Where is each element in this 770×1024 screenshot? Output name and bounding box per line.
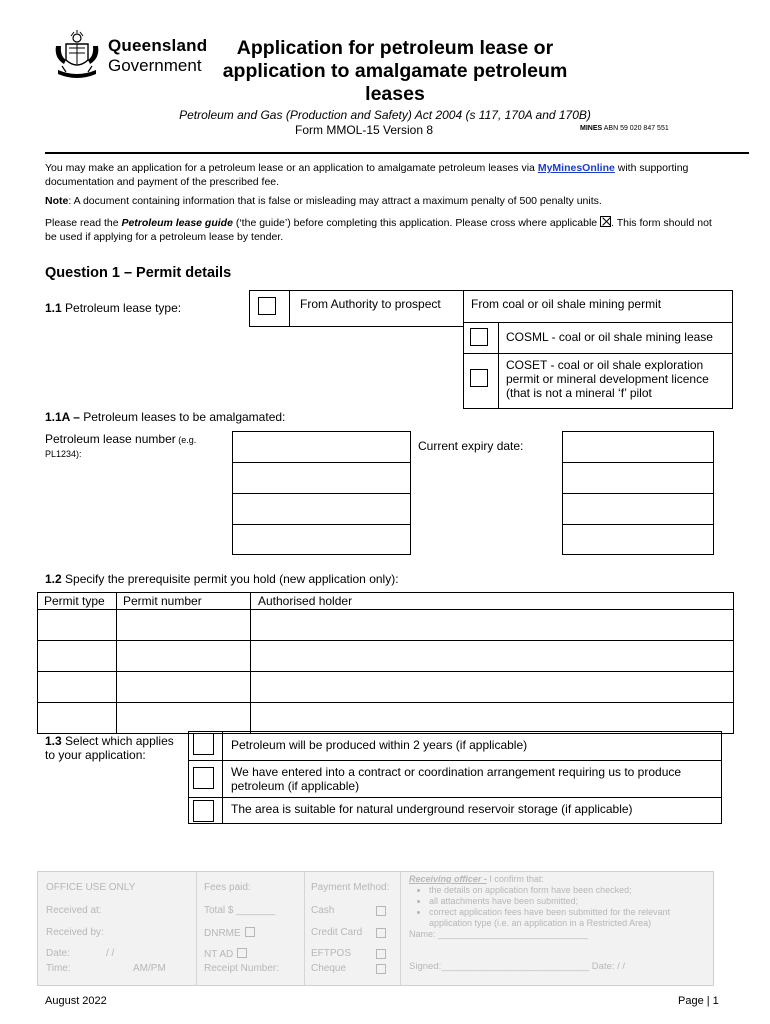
cosml-checkbox[interactable]: [470, 328, 488, 346]
lease-number-input[interactable]: [232, 462, 411, 494]
table-row: [38, 703, 734, 734]
column-header: Permit number: [117, 593, 251, 610]
list-item: • all attachments have been submitted;: [429, 896, 709, 907]
permit-type-cell[interactable]: [38, 672, 117, 703]
q13-option-1-label: Petroleum will be produced within 2 years (if applicable): [231, 738, 528, 752]
ntad-checkbox: [237, 948, 247, 958]
office-use-panel: [37, 871, 714, 986]
ntad-option: NT AD: [204, 948, 247, 960]
expiry-date-input[interactable]: [562, 462, 714, 494]
officer-check-list: [409, 885, 709, 929]
q13-option-2-checkbox[interactable]: [193, 767, 214, 789]
page-title: Application for petroleum lease or application to amalgamate petroleum leases: [222, 37, 568, 105]
expiry-date-input[interactable]: [562, 524, 714, 555]
coal-permit-label: From coal or oil shale mining permit: [471, 297, 662, 311]
expiry-date-label: Current expiry date:: [418, 439, 524, 453]
permit-table: [37, 592, 734, 734]
guide-paragraph: Please read the Petroleum lease guide (‘the guide’) before completing this application. Please cross where applicable . This form should not be used if applying for a petroleum lease by tender.: [45, 217, 712, 243]
org-line1: Queensland: [108, 36, 208, 55]
list-item: • correct application fees have been submitted for the relevant application type (i.e. an application in a Restricted Area): [429, 907, 709, 929]
office-divider: [196, 872, 197, 985]
q11a-label: 1.1A – Petroleum leases to be amalgamated:: [45, 410, 286, 424]
cross-example-icon: [600, 216, 611, 227]
queensland-government-logo: [52, 30, 212, 82]
authorised-holder-cell[interactable]: [251, 672, 734, 703]
abn: MINES ABN 59 020 847 551: [580, 125, 669, 132]
received-at-label: Received at:: [46, 905, 102, 916]
table-row: [38, 641, 734, 672]
officer-name-line: Name: ______________________________: [409, 929, 589, 939]
lease-number-label: Petroleum lease number (e.g. PL1234):: [45, 432, 197, 459]
myminesonline-link[interactable]: MyMinesOnline: [537, 162, 615, 174]
time-label: Time:: [46, 963, 71, 974]
lease-number-input[interactable]: [232, 431, 411, 463]
permit-type-cell[interactable]: [38, 610, 117, 641]
q13-option-2-label: We have entered into a contract or coordination arrangement requiring us to produce petroleum (if applicable): [231, 765, 682, 793]
permit-type-cell[interactable]: [38, 703, 117, 734]
ampm-label: AM/PM: [133, 963, 166, 974]
authorised-holder-cell[interactable]: [251, 703, 734, 734]
page-number: Page | 1: [678, 995, 719, 1007]
office-heading: OFFICE USE ONLY: [46, 882, 136, 893]
coat-of-arms-icon: [52, 30, 102, 82]
permit-number-cell[interactable]: [117, 703, 251, 734]
cheque-option: Cheque: [311, 963, 347, 974]
question-1-heading: Question 1 – Permit details: [45, 265, 232, 281]
list-item: • the details on application form have been checked;: [429, 885, 709, 896]
table-row: [38, 672, 734, 703]
permit-number-cell[interactable]: [117, 672, 251, 703]
column-header: Permit type: [38, 593, 117, 610]
form-number: Form MMOL-15 Version 8: [295, 123, 434, 137]
credit-card-option: Credit Card: [311, 927, 363, 938]
officer-confirmation: Receiving officer - I confirm that: • the details on application form have been checked; • all attachments have been submitted; • correct application fees have been submitted for the relevant application type (i.e. an application in a Restricted Area) Name: ______________________________: [409, 874, 709, 940]
header-divider: [45, 152, 749, 154]
column-header: Authorised holder: [251, 593, 734, 610]
eftpos-checkbox: [376, 949, 386, 959]
q12-label: 1.2 Specify the prerequisite permit you hold (new application only):: [45, 572, 399, 586]
eftpos-option: EFTPOS: [311, 948, 352, 959]
expiry-date-input[interactable]: [562, 431, 714, 463]
table-row: [38, 610, 734, 641]
date-separator: / /: [106, 948, 115, 959]
org-line2: Government: [108, 56, 202, 75]
intro-paragraph: You may make an application for a petroleum lease or an application to amalgamate petroleum leases via MyMinesOnline with supporting documentation and payment of the prescribed fee.: [45, 162, 689, 188]
payment-method-label: Payment Method:: [311, 882, 390, 893]
q13-option-3-checkbox[interactable]: [193, 800, 214, 822]
office-divider: [400, 872, 401, 985]
lease-number-input[interactable]: [232, 493, 411, 525]
total-label: Total $ _______: [204, 905, 276, 916]
officer-signed-line: Signed:____________________________ Date: / /: [409, 961, 626, 972]
authority-option-label: From Authority to prospect: [300, 297, 441, 311]
coset-checkbox[interactable]: [470, 369, 488, 387]
q11-label: 1.1 Petroleum lease type:: [45, 301, 182, 315]
lease-number-input[interactable]: [232, 524, 411, 555]
expiry-date-input[interactable]: [562, 493, 714, 525]
authorised-holder-cell[interactable]: [251, 610, 734, 641]
coset-option-label: COSET - coal or oil shale exploration permit or mineral development licence (that is not a mineral ‘f’ pilot: [506, 358, 709, 400]
receipt-number-label: Receipt Number:: [204, 963, 280, 974]
credit-card-checkbox: [376, 928, 386, 938]
act-reference: Petroleum and Gas (Production and Safety) Act 2004 (s 117, 170A and 170B): [179, 108, 591, 122]
dnrme-checkbox: [245, 927, 255, 937]
q13-option-3-label: The area is suitable for natural underground reservoir storage (if applicable): [231, 802, 633, 816]
q13-label: 1.3 Select which applies to your application:: [45, 734, 174, 762]
fees-paid-label: Fees paid:: [204, 882, 251, 893]
cash-checkbox: [376, 906, 386, 916]
permit-number-cell[interactable]: [117, 610, 251, 641]
permit-type-cell[interactable]: [38, 641, 117, 672]
table-header-row: [38, 593, 734, 610]
note-paragraph: Note: A document containing information that is false or misleading may attract a maximum penalty of 500 penalty units.: [45, 195, 602, 207]
permit-number-cell[interactable]: [117, 641, 251, 672]
authority-checkbox[interactable]: [258, 297, 276, 315]
received-by-label: Received by:: [46, 927, 104, 938]
cosml-option-label: COSML - coal or oil shale mining lease: [506, 330, 713, 344]
q13-option-1-checkbox[interactable]: [193, 733, 214, 755]
office-divider: [304, 872, 305, 985]
authorised-holder-cell[interactable]: [251, 641, 734, 672]
cheque-checkbox: [376, 964, 386, 974]
cash-option: Cash: [311, 905, 335, 916]
dnrme-option: DNRME: [204, 927, 255, 939]
date-label: Date:: [46, 948, 70, 959]
footer-date: August 2022: [45, 995, 107, 1007]
